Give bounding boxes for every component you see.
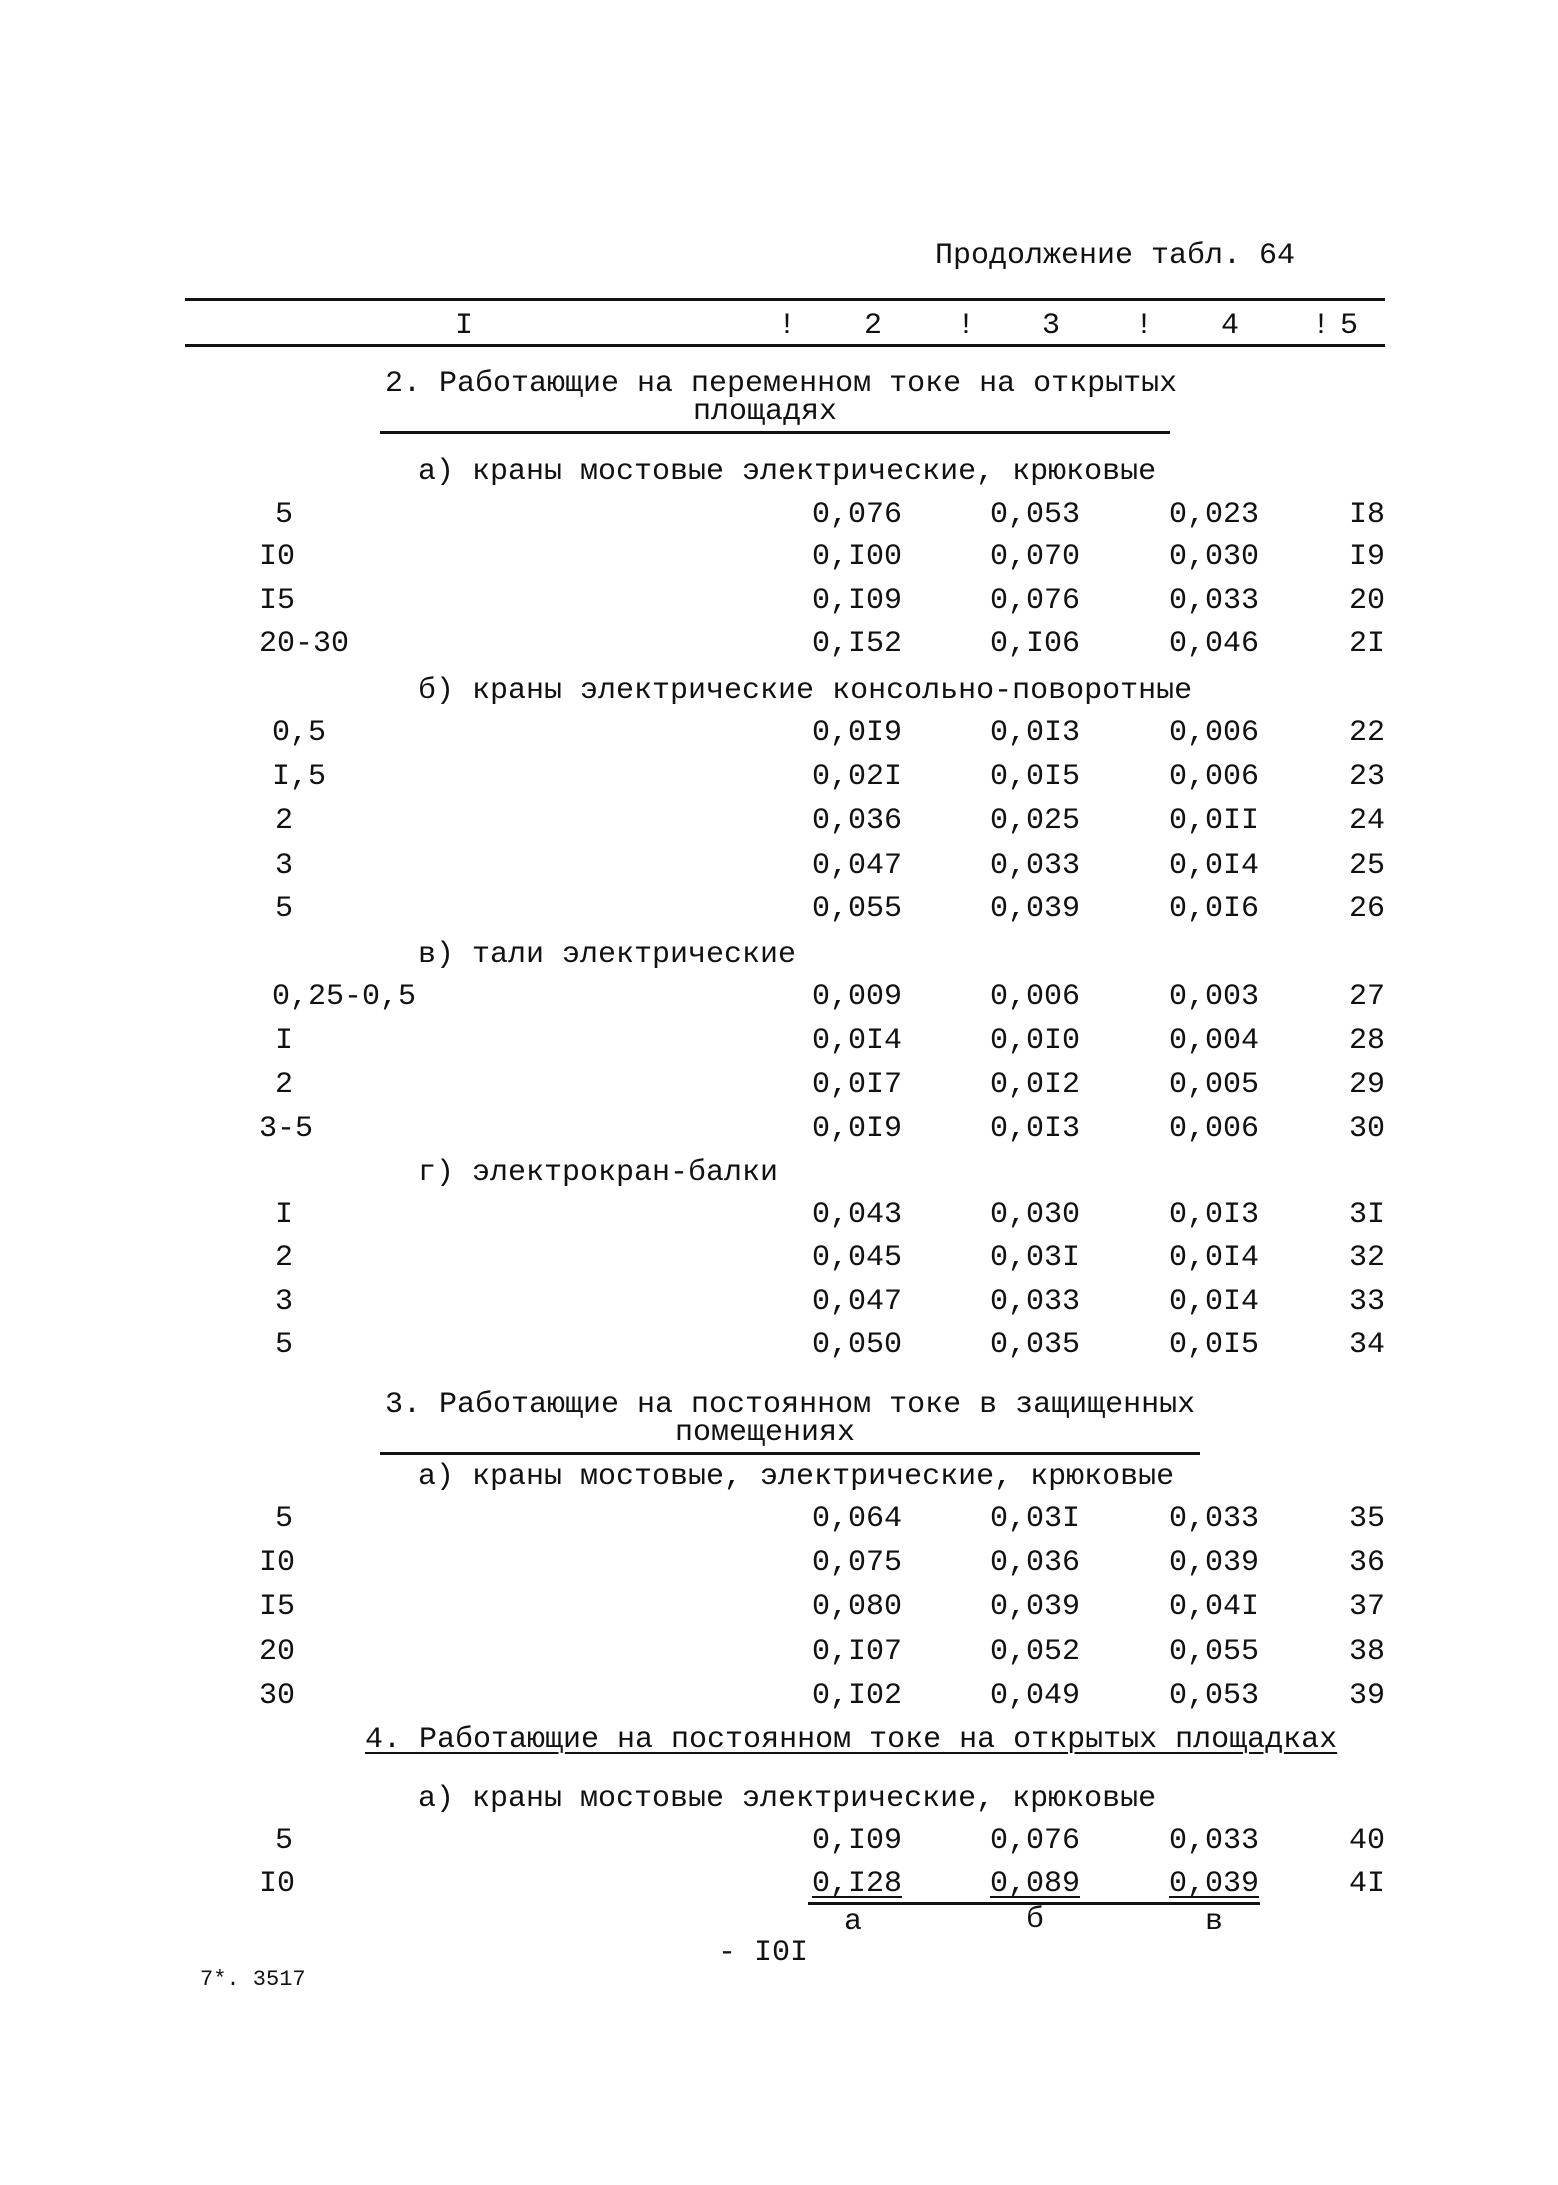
cell-col-3: 0,039 — [989, 892, 1080, 926]
cell-row-number: 34 — [1348, 1328, 1385, 1362]
cell-col-4: 0,004 — [1168, 1024, 1259, 1058]
cell-row-number: 36 — [1348, 1546, 1385, 1580]
section-underline — [380, 431, 1170, 434]
cell-col-2: 0,0I9 — [811, 716, 902, 750]
footer-letter-b: б — [1025, 1903, 1044, 1937]
cell-col-2: 0,0I9 — [811, 1112, 902, 1146]
cell-col-2: 0,I52 — [811, 627, 902, 661]
section-underline — [380, 1452, 1200, 1455]
cell-capacity: 3-5 — [259, 1112, 314, 1146]
cell-capacity: I,5 — [272, 760, 327, 794]
cell-col-3: 0,0I2 — [989, 1068, 1080, 1102]
cell-col-4: 0,039 — [1168, 1867, 1259, 1901]
cell-row-number: 37 — [1348, 1590, 1385, 1624]
cell-col-3: 0,0I0 — [989, 1024, 1080, 1058]
cell-col-3: 0,03I — [989, 1502, 1080, 1536]
cell-row-number: 3I — [1348, 1198, 1385, 1232]
header-col-1: I — [455, 309, 474, 343]
header-sep: ! — [778, 309, 797, 343]
subsection-heading: б) краны электрические консольно-поворотные — [418, 674, 1193, 708]
cell-capacity: I — [275, 1198, 294, 1232]
cell-col-4: 0,039 — [1168, 1546, 1259, 1580]
cell-row-number: 2I — [1348, 627, 1385, 661]
section-heading-cont: помещениях — [674, 1416, 856, 1450]
cell-capacity: 5 — [275, 1328, 294, 1362]
cell-col-2: 0,080 — [811, 1590, 902, 1624]
cell-row-number: 33 — [1348, 1285, 1385, 1319]
cell-row-number: 38 — [1348, 1635, 1385, 1669]
cell-col-2: 0,064 — [811, 1502, 902, 1536]
cell-col-2: 0,075 — [811, 1546, 902, 1580]
cell-col-4: 0,006 — [1168, 1112, 1259, 1146]
cell-col-2: 0,I09 — [811, 1824, 902, 1858]
cell-row-number: 24 — [1348, 804, 1385, 838]
header-col-3: 3 — [1041, 309, 1060, 343]
cell-col-3: 0,033 — [989, 849, 1080, 883]
cell-row-number: 22 — [1348, 716, 1385, 750]
cell-col-2: 0,055 — [811, 892, 902, 926]
cell-capacity: 20 — [259, 1635, 296, 1669]
section-heading: 3. Работающие на постоянном токе в защищенных — [385, 1388, 1196, 1422]
continuation-label: Продолжение табл. 64 — [935, 239, 1296, 273]
cell-col-4: 0,04I — [1168, 1590, 1259, 1624]
header-col-2: 2 — [863, 309, 882, 343]
cell-row-number: 35 — [1348, 1502, 1385, 1536]
cell-col-3: 0,053 — [989, 498, 1080, 532]
cell-row-number: 4I — [1348, 1867, 1385, 1901]
subsection-heading: а) краны мостовые, электрические, крюковые — [418, 1460, 1175, 1494]
cell-row-number: 30 — [1348, 1112, 1385, 1146]
cell-col-2: 0,I28 — [811, 1867, 902, 1901]
cell-row-number: 39 — [1348, 1679, 1385, 1713]
header-sep: ! — [1312, 309, 1331, 343]
cell-col-3: 0,052 — [989, 1635, 1080, 1669]
subsection-heading: в) тали электрические — [418, 938, 797, 972]
cell-col-4: 0,0I4 — [1168, 1241, 1259, 1275]
cell-col-2: 0,02I — [811, 760, 902, 794]
cell-col-3: 0,030 — [989, 1198, 1080, 1232]
cell-col-4: 0,053 — [1168, 1679, 1259, 1713]
cell-col-4: 0,006 — [1168, 716, 1259, 750]
cell-col-3: 0,025 — [989, 804, 1080, 838]
cell-col-2: 0,009 — [811, 980, 902, 1014]
cell-capacity: 3 — [275, 1285, 294, 1319]
cell-col-4: 0,0I5 — [1168, 1328, 1259, 1362]
cell-col-2: 0,I09 — [811, 584, 902, 618]
cell-row-number: 28 — [1348, 1024, 1385, 1058]
cell-col-3: 0,0I5 — [989, 760, 1080, 794]
cell-capacity: I0 — [259, 1867, 296, 1901]
cell-capacity: 0,25-0,5 — [272, 980, 417, 1014]
cell-col-2: 0,0I7 — [811, 1068, 902, 1102]
cell-capacity: 5 — [275, 498, 294, 532]
cell-col-4: 0,033 — [1168, 584, 1259, 618]
cell-col-4: 0,005 — [1168, 1068, 1259, 1102]
cell-row-number: 26 — [1348, 892, 1385, 926]
cell-capacity: 5 — [275, 1824, 294, 1858]
cell-col-4: 0,023 — [1168, 498, 1259, 532]
cell-col-2: 0,076 — [811, 498, 902, 532]
section-heading-cont: площадях — [692, 395, 838, 429]
subsection-heading: а) краны мостовые электрические, крюковые — [418, 455, 1157, 489]
cell-col-4: 0,046 — [1168, 627, 1259, 661]
cell-col-3: 0,039 — [989, 1590, 1080, 1624]
cell-col-3: 0,035 — [989, 1328, 1080, 1362]
cell-col-3: 0,049 — [989, 1679, 1080, 1713]
cell-capacity: 20-30 — [259, 627, 350, 661]
footer-letter-v: в — [1204, 1905, 1223, 1939]
cell-row-number: 27 — [1348, 980, 1385, 1014]
cell-col-3: 0,076 — [989, 584, 1080, 618]
cell-capacity: I5 — [259, 1590, 296, 1624]
cell-col-4: 0,006 — [1168, 760, 1259, 794]
cell-col-2: 0,043 — [811, 1198, 902, 1232]
cell-capacity: I0 — [259, 540, 296, 574]
cell-col-4: 0,033 — [1168, 1502, 1259, 1536]
page-number: - I0I — [718, 1936, 809, 1970]
stamp-code: 7*. 3517 — [200, 1967, 306, 1992]
header-col-4: 4 — [1220, 309, 1239, 343]
cell-col-3: 0,006 — [989, 980, 1080, 1014]
header-sep: ! — [957, 309, 976, 343]
cell-col-4: 0,033 — [1168, 1824, 1259, 1858]
cell-col-3: 0,070 — [989, 540, 1080, 574]
cell-col-4: 0,003 — [1168, 980, 1259, 1014]
cell-row-number: I8 — [1348, 498, 1385, 532]
cell-col-4: 0,030 — [1168, 540, 1259, 574]
cell-capacity: 3 — [275, 849, 294, 883]
cell-row-number: 29 — [1348, 1068, 1385, 1102]
cell-row-number: 20 — [1348, 584, 1385, 618]
cell-capacity: 2 — [275, 1068, 294, 1102]
cell-col-3: 0,I06 — [989, 627, 1080, 661]
cell-row-number: 40 — [1348, 1824, 1385, 1858]
cell-col-4: 0,0I4 — [1168, 849, 1259, 883]
footer-letter-a: а — [843, 1905, 862, 1939]
cell-col-2: 0,I07 — [811, 1635, 902, 1669]
cell-col-4: 0,0I4 — [1168, 1285, 1259, 1319]
table-header-rule — [185, 344, 1385, 347]
header-col-5: 5 — [1340, 309, 1359, 343]
cell-capacity: I5 — [259, 584, 296, 618]
table-top-rule — [185, 298, 1385, 301]
cell-capacity: 30 — [259, 1679, 296, 1713]
cell-col-3: 0,089 — [989, 1867, 1080, 1901]
subsection-heading: а) краны мостовые электрические, крюковые — [418, 1782, 1157, 1816]
cell-col-4: 0,0I6 — [1168, 892, 1259, 926]
cell-row-number: 23 — [1348, 760, 1385, 794]
cell-capacity: 2 — [275, 804, 294, 838]
subsection-heading: г) электрокран-балки — [418, 1156, 779, 1190]
cell-row-number: 25 — [1348, 849, 1385, 883]
cell-col-2: 0,036 — [811, 804, 902, 838]
cell-col-3: 0,076 — [989, 1824, 1080, 1858]
cell-row-number: 32 — [1348, 1241, 1385, 1275]
cell-col-3: 0,0I3 — [989, 1112, 1080, 1146]
cell-col-2: 0,047 — [811, 849, 902, 883]
cell-col-2: 0,I02 — [811, 1679, 902, 1713]
cell-col-3: 0,033 — [989, 1285, 1080, 1319]
cell-col-2: 0,050 — [811, 1328, 902, 1362]
cell-capacity: I0 — [259, 1546, 296, 1580]
cell-capacity: 0,5 — [272, 716, 327, 750]
cell-capacity: I — [275, 1024, 294, 1058]
cell-col-4: 0,0II — [1168, 804, 1259, 838]
cell-col-3: 0,0I3 — [989, 716, 1080, 750]
cell-capacity: 5 — [275, 1502, 294, 1536]
cell-col-3: 0,036 — [989, 1546, 1080, 1580]
cell-col-2: 0,045 — [811, 1241, 902, 1275]
section-heading: 2. Работающие на переменном токе на открытых — [385, 367, 1178, 401]
cell-col-2: 0,047 — [811, 1285, 902, 1319]
section-heading: 4. Работающие на постоянном токе на открытых площадках — [365, 1723, 1338, 1757]
cell-row-number: I9 — [1348, 540, 1385, 574]
cell-col-4: 0,055 — [1168, 1635, 1259, 1669]
header-sep: ! — [1135, 309, 1154, 343]
cell-capacity: 5 — [275, 892, 294, 926]
cell-col-3: 0,03I — [989, 1241, 1080, 1275]
cell-capacity: 2 — [275, 1241, 294, 1275]
cell-col-4: 0,0I3 — [1168, 1198, 1259, 1232]
cell-col-2: 0,I00 — [811, 540, 902, 574]
cell-col-2: 0,0I4 — [811, 1024, 902, 1058]
